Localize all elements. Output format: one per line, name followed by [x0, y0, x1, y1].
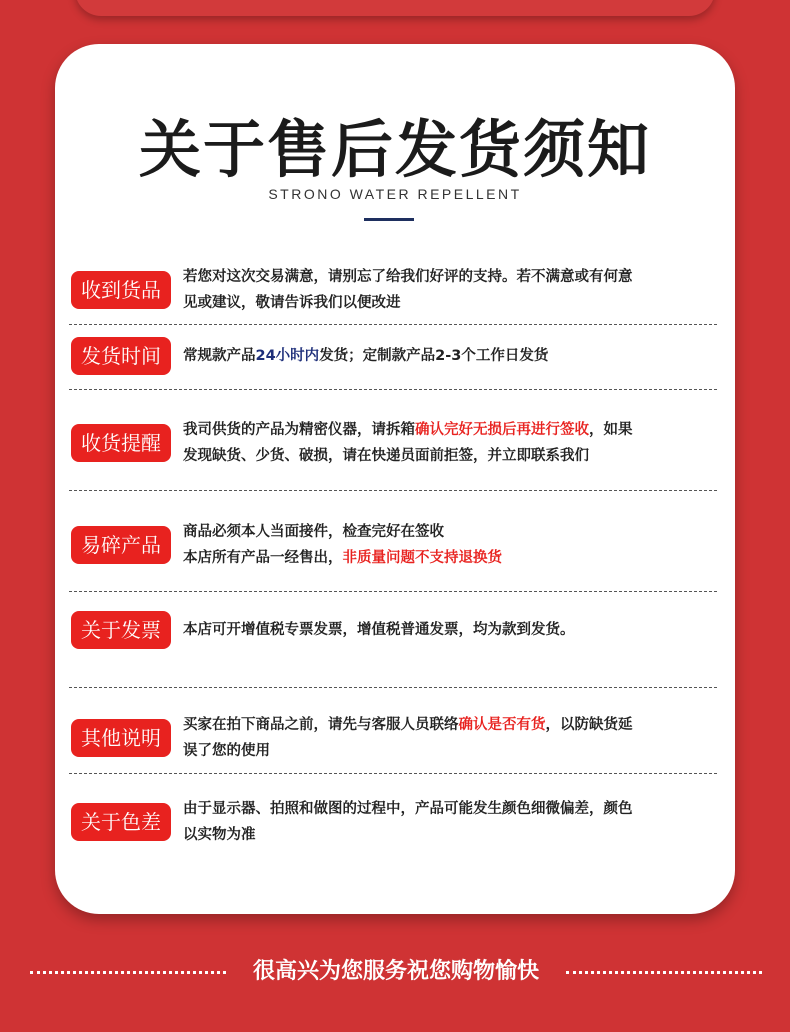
body-text: 以实物为准 [183, 827, 256, 843]
divider [69, 324, 717, 325]
divider [69, 490, 717, 491]
body-text: ，如果 [589, 422, 633, 438]
notice-text [183, 519, 703, 571]
body-text: 误了您的使用 [183, 743, 270, 759]
notice-text-line [183, 712, 703, 738]
notice-text-line [183, 417, 703, 443]
notice-text-line [183, 822, 703, 848]
title-underline [364, 218, 414, 221]
notice-tag: 易碎产品 [71, 526, 171, 564]
notice-text-line [183, 264, 703, 290]
highlight-text: 确认完好无损后再进行签收 [415, 422, 589, 438]
body-text: 发现缺货、少货、破损，请在快递员面前拒签，并立即联系我们 [183, 448, 589, 464]
top-decor-strip [75, 0, 715, 16]
divider [69, 773, 717, 774]
body-text: ，以防缺货延 [545, 717, 633, 733]
highlight-text: 非质量问题不支持退换货 [342, 550, 502, 566]
body-text: 买家在拍下商品之前，请先与客服人员联络 [183, 717, 459, 733]
body-text: 发货；定制款产品2-3个工作日发货 [319, 348, 549, 364]
highlight-text: 确认是否有货 [458, 717, 546, 733]
notice-text [183, 712, 703, 764]
body-text: 本店所有产品一经售出， [183, 550, 343, 566]
body-text: 见或建议，敬请告诉我们以便改进 [183, 295, 401, 311]
footer-slogan: 很高兴为您服务祝您购物愉快 [252, 959, 539, 984]
notice-tag: 关于发票 [71, 611, 171, 649]
divider [69, 389, 717, 390]
footer-dots-right [566, 971, 762, 974]
notice-card [55, 44, 735, 914]
body-text: 商品必须本人当面接件，检查完好在签收 [183, 524, 444, 540]
footer-dots-left [30, 971, 226, 974]
notice-text [183, 264, 703, 316]
notice-text-line [183, 443, 703, 469]
page-subtitle: STRONO WATER REPELLENT [268, 186, 522, 202]
notice-text-line [183, 519, 703, 545]
notice-tag: 关于色差 [71, 803, 171, 841]
body-text: 本店可开增值税专票发票，增值税普通发票，均为款到发货。 [183, 622, 575, 638]
notice-text [183, 417, 703, 469]
notice-tag: 收货提醒 [71, 424, 171, 462]
notice-text-line [183, 343, 703, 369]
body-text: 由于显示器、拍照和做图的过程中，产品可能发生颜色细微偏差，颜色 [183, 801, 633, 817]
divider [69, 687, 717, 688]
notice-text-line [183, 545, 703, 571]
divider [69, 591, 717, 592]
footer [0, 955, 790, 991]
page-title: 关于售后发货须知 [138, 113, 651, 186]
notice-text-line [183, 290, 703, 316]
body-text: 我司供货的产品为精密仪器，请拆箱 [183, 422, 415, 438]
highlight-text: 24小时内 [255, 348, 320, 364]
notice-tag: 发货时间 [71, 337, 171, 375]
notice-text [183, 617, 703, 643]
notice-text-line [183, 796, 703, 822]
notice-tag: 其他说明 [71, 719, 171, 757]
notice-text [183, 796, 703, 848]
notice-tag: 收到货品 [71, 271, 171, 309]
notice-text-line [183, 738, 703, 764]
body-text: 若您对这次交易满意，请别忘了给我们好评的支持。若不满意或有何意 [183, 269, 633, 285]
notice-text-line [183, 617, 703, 643]
notice-text [183, 343, 703, 369]
body-text: 常规款产品 [183, 348, 256, 364]
